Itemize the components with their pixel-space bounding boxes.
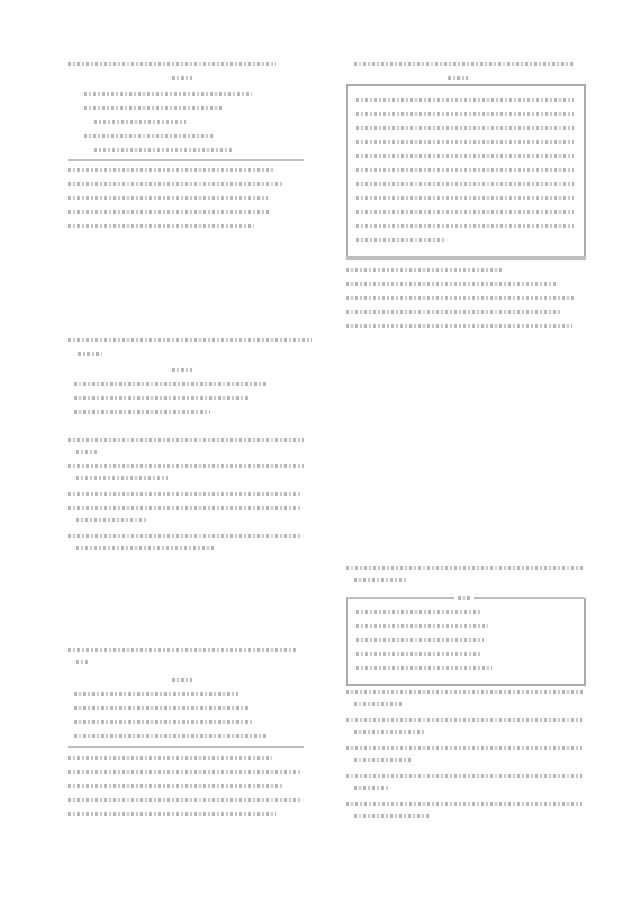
question-3-answer-line [68,798,300,802]
question-1-label [172,76,192,80]
question-4-passage-box [346,84,586,260]
question-4-answer-line [346,268,504,272]
question-1-option [94,120,186,124]
question-1-option [94,148,232,152]
question-5-box-line [356,652,480,656]
question-2-answer-line [76,450,98,454]
question-3-label [172,678,192,682]
question-1-option [84,106,224,110]
question-1-answer-line [68,182,282,186]
question-4 [344,62,588,338]
question-2-option [74,382,268,386]
question-4-passage-line [356,182,574,186]
question-2-answer-line [68,438,304,442]
question-5-answer-line [346,690,584,694]
question-5-box-line [356,638,484,642]
question-3-stem [68,648,296,652]
question-5-box-line [356,624,488,628]
question-3-answer-line [68,812,276,816]
question-5-stem-cont [354,578,408,582]
question-2-answer-line [68,492,302,496]
question-1-option [84,92,252,96]
question-3-stem-cont [76,660,90,664]
question-2-stem [68,338,312,342]
question-4-passage-bottom-rule [346,256,586,260]
question-4-answer-line [346,310,560,314]
question-4-passage-line [356,238,446,242]
question-4-passage-line [356,210,574,214]
question-4-passage-line [356,126,574,130]
question-4-answer-line [346,324,572,328]
question-1-answer-line [68,210,270,214]
question-1-divider [68,159,304,161]
question-5-answer-line [346,774,582,778]
question-3-divider [68,746,304,748]
question-2-answer-line [68,464,304,468]
question-5-answer-line [354,758,412,762]
question-4-passage-line [356,168,574,172]
question-1 [68,62,308,237]
question-3 [68,648,308,823]
question-5-box-line [356,666,492,670]
question-5-answer-line [346,718,582,722]
question-5-stem [346,566,584,570]
question-4-answer-line [346,282,556,286]
question-2 [68,338,313,558]
question-4-passage-line [356,224,574,228]
question-2-option [74,410,210,414]
question-3-option [74,720,254,724]
question-4-passage-line [356,196,574,200]
question-5-answer-line [354,702,404,706]
question-4-answer-line [346,296,574,300]
question-4-stem [354,62,574,66]
question-4-label [448,76,468,80]
question-3-option [74,692,238,696]
question-4-passage-line [356,112,574,116]
question-2-answer-line [76,476,168,480]
question-5-answer-line [354,786,388,790]
question-4-passage-line [356,154,574,158]
question-5-answer-line [346,802,582,806]
question-4-passage-line [356,140,574,144]
question-1-answer-line [68,224,254,228]
question-1-answer-line [68,196,268,200]
question-2-label [172,368,192,372]
question-3-answer-line [68,770,302,774]
question-3-option [74,706,250,710]
question-5-answer-line [354,814,430,818]
question-1-option [84,134,214,138]
question-2-answer-line [68,534,300,538]
question-5-answer-line [346,746,582,750]
question-4-passage-line [356,98,574,102]
question-2-stem-cont [78,352,102,356]
question-5 [344,566,588,826]
question-2-answer-line [76,518,146,522]
question-1-stem [68,62,276,66]
question-3-answer-line [68,756,272,760]
question-1-answer-line [68,168,274,172]
question-5-answer-line [354,730,424,734]
question-2-answer-line [76,546,216,550]
question-2-option [74,396,250,400]
question-3-answer-line [68,784,284,788]
question-2-answer-line [68,506,302,510]
question-3-option [74,734,268,738]
question-5-box-line [356,610,480,614]
